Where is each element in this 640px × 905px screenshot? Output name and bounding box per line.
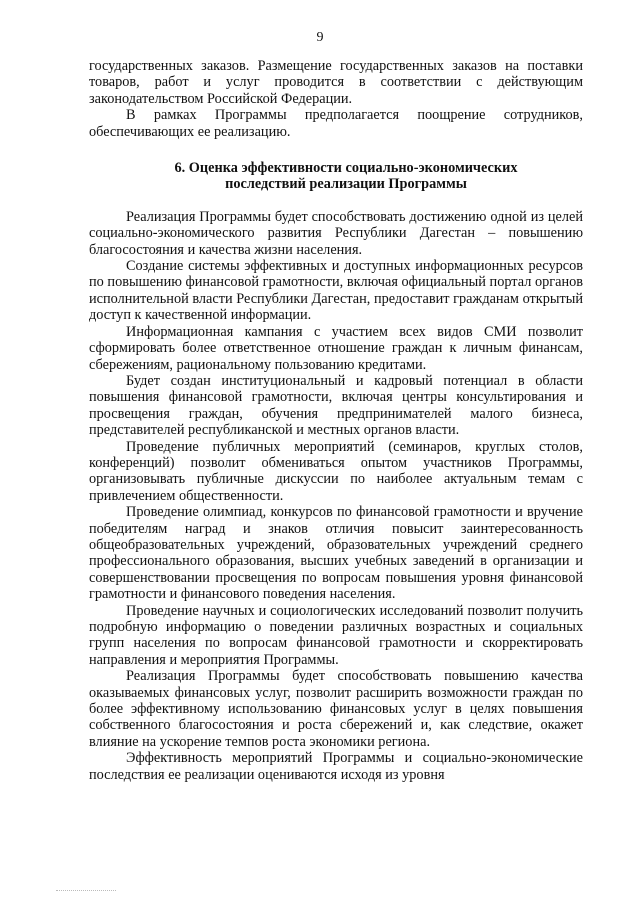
section-heading-line-2: последствий реализации Программы — [225, 176, 467, 193]
paragraph-efficiency: Эффективность мероприятий Программы и социально-экономические последствия ее реализации оцениваются исходя из уровня — [89, 750, 583, 783]
paragraph-goal: Реализация Программы будет способствовать достижению одной из целей социально-экономического развития Республики Дагестан – повышению благосостояния и качества жизни населения. — [89, 208, 583, 258]
paragraph-public-events: Проведение публичных мероприятий (семинаров, круглых столов, конференций) позволит обмениваться опытом участников Программы, организовывать публичные дискуссии по наиболее актуальным темам с привлечением общественности. — [89, 438, 583, 504]
paragraph-media-campaign: Информационная кампания с участием всех видов СМИ позволит сформировать более ответственное отношение граждан к личным финансам, сбережениям, рациональному пользованию кредитами. — [89, 323, 583, 373]
document-body — [89, 58, 583, 783]
paragraph-institutional-potential: Будет создан институциональный и кадровый потенциал в области повышения финансовой грамотности, включая центры консультирования и просвещения граждан, обучения предпринимателей малого бизнеса, представителей республиканской и местных органов власти. — [89, 372, 583, 439]
paragraph-research: Проведение научных и социологических исследований позволит получить подробную информацию о поведении различных возрастных и социальных групп населения по вопросам финансовой грамотности и скорректировать направления и мероприятия Программы. — [89, 602, 583, 668]
page-number: 9 — [316, 30, 324, 45]
scan-edge-mark — [56, 890, 116, 891]
paragraph-olympiads: Проведение олимпиад, конкурсов по финансовой грамотности и вручение победителям наград и знаков отличия повысит заинтересованность общеобразовательных учреждений, образовательных учреждений среднего профессионального образования, высших учебных заведений в организации и совершенствовании просвещения по вопросам повышения уровня финансовой грамотности и финансового поведения населения. — [89, 504, 583, 603]
paragraph-service-quality: Реализация Программы будет способствовать повышению качества оказываемых финансовых услуг, позволит расширить возможности граждан по более эффективному использованию финансовых услуг в целях повышения собственного благосостояния и роста сбережений и, как следствие, окажет влияние на ускорение темпов роста экономики региона. — [89, 668, 583, 750]
section-heading — [89, 160, 583, 193]
intro-paragraph-continued: государственных заказов. Размещение государственных заказов на поставки товаров, работ и услуг проводится в соответствии с действующим законодательством Российской Федерации. — [89, 58, 583, 107]
paragraph-info-resources: Создание системы эффективных и доступных информационных ресурсов по повышению финансовой грамотности, включая официальный портал органов исполнительной власти Республики Дагестан, предоставит гражданам открытый доступ к качественной информации. — [89, 258, 583, 324]
section-heading-line-1: 6. Оценка эффективности социально-экономических — [174, 160, 518, 177]
intro-paragraph-incentive: В рамках Программы предполагается поощрение сотрудников, обеспечивающих ее реализацию. — [89, 107, 583, 140]
